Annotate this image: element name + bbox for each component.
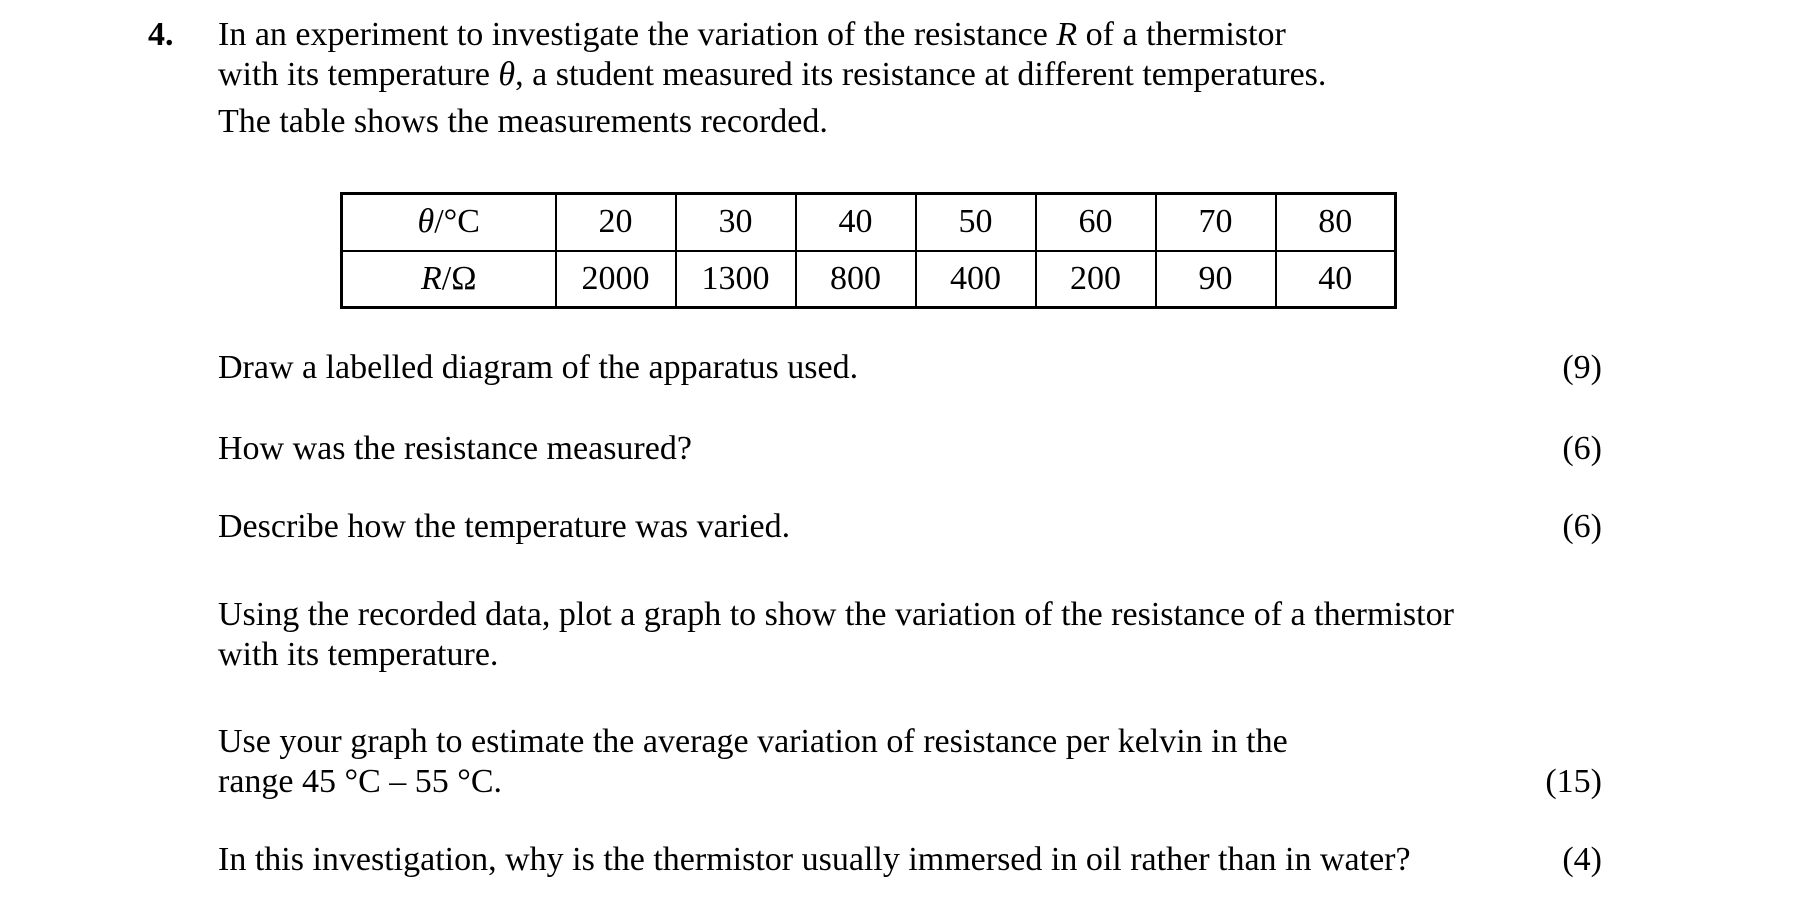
part-line: Describe how the temperature was varied. bbox=[218, 508, 791, 545]
temperature-value-cell: 40 bbox=[796, 194, 916, 251]
part-text bbox=[218, 348, 858, 388]
theta-symbol: θ bbox=[417, 203, 435, 241]
temperature-unit: /°C bbox=[434, 203, 480, 241]
part-line: Draw a labelled diagram of the apparatus used. bbox=[218, 349, 859, 386]
measurements-table bbox=[340, 192, 1397, 309]
part-text bbox=[218, 429, 692, 469]
marks-label: (9) bbox=[1562, 349, 1602, 386]
temperature-value-cell: 60 bbox=[1036, 194, 1156, 251]
part-temperature-varied bbox=[218, 507, 1602, 547]
resistance-row-header bbox=[342, 251, 556, 308]
question-number: 4. bbox=[148, 16, 174, 53]
resistance-value-cell: 200 bbox=[1036, 251, 1156, 308]
temperature-value-cell: 80 bbox=[1276, 194, 1396, 251]
resistance-value-cell: 2000 bbox=[556, 251, 676, 308]
resistance-value-cell: 400 bbox=[916, 251, 1036, 308]
resistance-row bbox=[342, 251, 1396, 308]
part-estimate-variation bbox=[218, 722, 1602, 802]
intro-text: In an experiment to investigate the variation of the resistance bbox=[218, 16, 1057, 53]
part-text bbox=[218, 722, 1288, 802]
part-oil-vs-water bbox=[218, 840, 1602, 880]
part-text bbox=[218, 840, 1411, 880]
part-text bbox=[218, 595, 1454, 675]
table-caption: The table shows the measurements recorded. bbox=[218, 103, 828, 140]
theta-symbol: θ bbox=[498, 56, 516, 93]
marks-label: (15) bbox=[1545, 763, 1602, 800]
part-plot-graph bbox=[218, 595, 1602, 675]
marks-label: (6) bbox=[1562, 508, 1602, 545]
part-line: Using the recorded data, plot a graph to show the variation of the resistance of a thermistor bbox=[218, 596, 1454, 633]
resistance-value-cell: 40 bbox=[1276, 251, 1396, 308]
intro-text: , a student measured its resistance at different temperatures. bbox=[515, 56, 1327, 93]
temperature-value-cell: 30 bbox=[676, 194, 796, 251]
part-draw-diagram bbox=[218, 348, 1602, 388]
intro-text: of a thermistor bbox=[1077, 16, 1286, 53]
resistance-value-cell: 1300 bbox=[676, 251, 796, 308]
part-text bbox=[218, 507, 790, 547]
part-line: with its temperature. bbox=[218, 636, 499, 673]
marks-label: (4) bbox=[1562, 841, 1602, 878]
resistance-symbol: R bbox=[1056, 16, 1078, 53]
resistance-value-cell: 90 bbox=[1156, 251, 1276, 308]
temperature-row bbox=[342, 194, 1396, 251]
temperature-value-cell: 20 bbox=[556, 194, 676, 251]
resistance-unit: /Ω bbox=[441, 259, 477, 297]
question-body bbox=[218, 15, 1602, 880]
intro-text: with its temperature bbox=[218, 56, 499, 93]
part-line: Use your graph to estimate the average variation of resistance per kelvin in the bbox=[218, 723, 1288, 760]
resistance-value-cell: 800 bbox=[796, 251, 916, 308]
temperature-value-cell: 70 bbox=[1156, 194, 1276, 251]
intro-line-2 bbox=[218, 55, 1602, 95]
part-line: range 45 °C – 55 °C. bbox=[218, 763, 503, 800]
part-line: How was the resistance measured? bbox=[218, 430, 692, 467]
temperature-value-cell: 50 bbox=[916, 194, 1036, 251]
marks-label: (6) bbox=[1562, 430, 1602, 467]
temperature-row-header bbox=[342, 194, 556, 251]
intro-line-1 bbox=[218, 15, 1602, 55]
part-resistance-measured bbox=[218, 429, 1602, 469]
resistance-symbol: R bbox=[421, 259, 442, 297]
question-intro bbox=[218, 15, 1602, 95]
part-line: In this investigation, why is the thermistor usually immersed in oil rather than in water? bbox=[218, 841, 1411, 878]
